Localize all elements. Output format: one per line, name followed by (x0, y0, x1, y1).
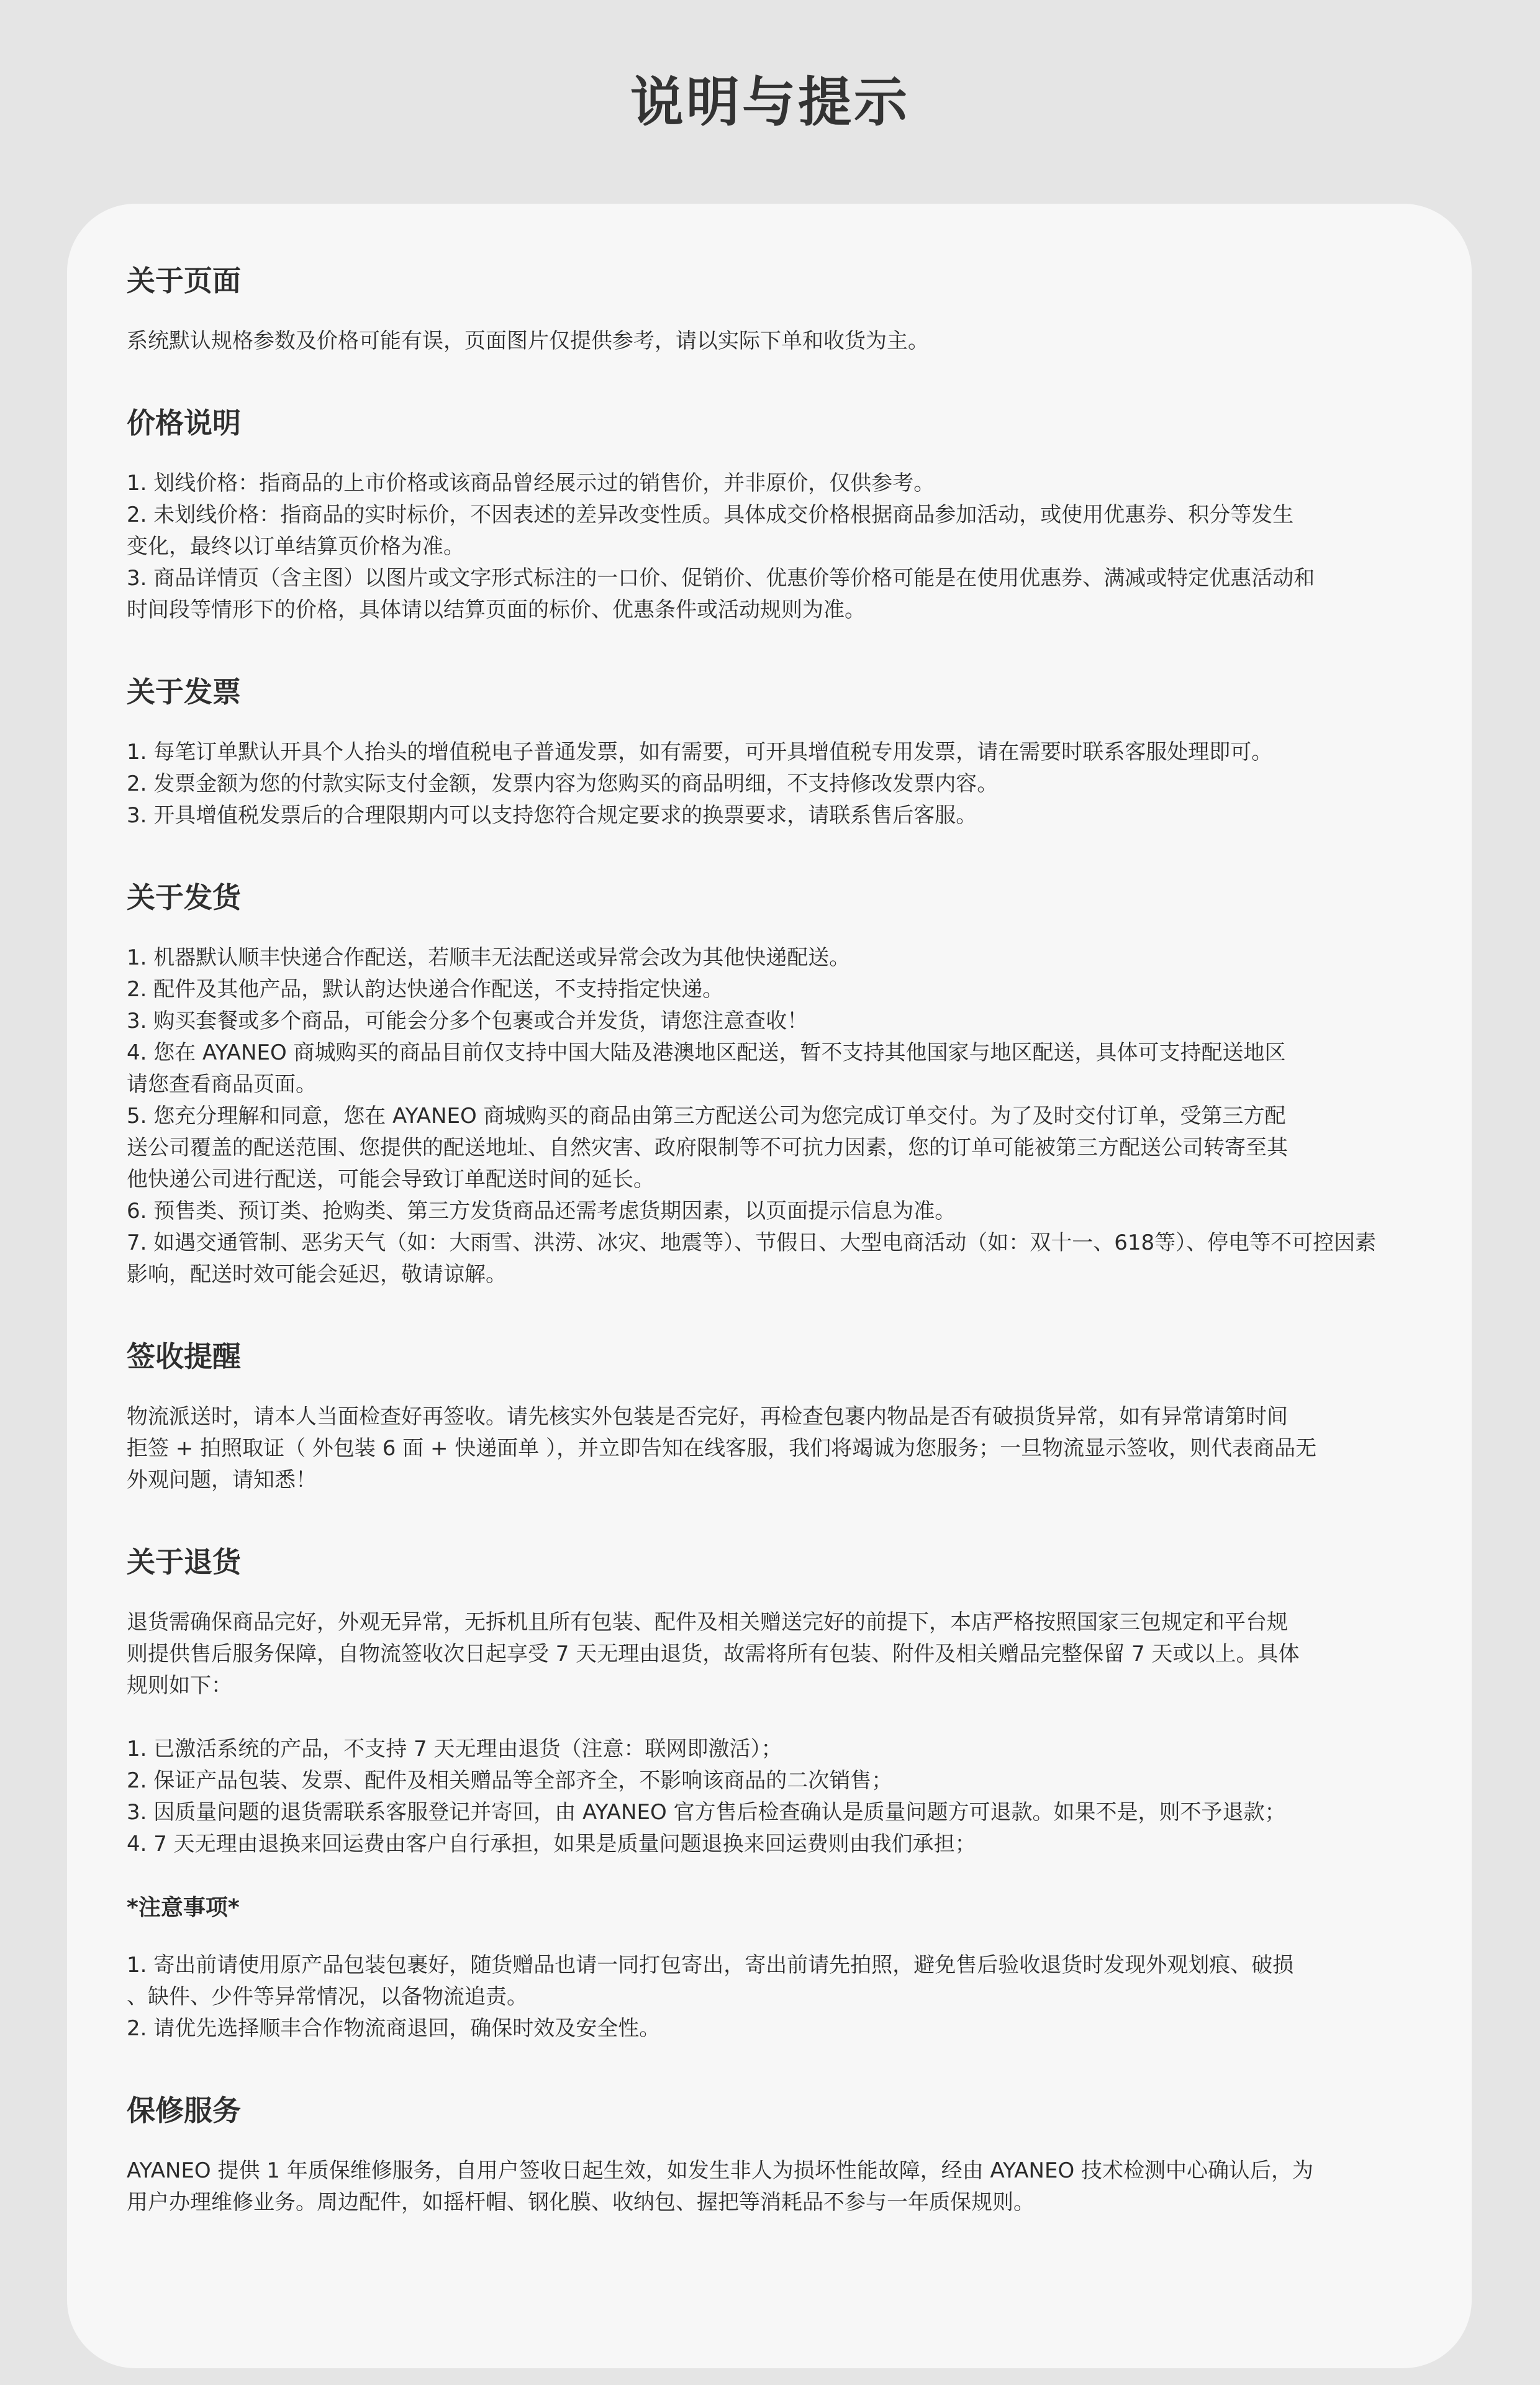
section-heading: 关于退货 (127, 1545, 241, 1579)
notice-card (67, 204, 1472, 2368)
paragraph-line: 3. 开具增值税发票后的合理限期内可以支持您符合规定要求的换票要求，请联系售后客服。 (127, 803, 977, 828)
paragraph-line: 退货需确保商品完好，外观无异常，无拆机且所有包装、配件及相关赠送完好的前提下，本店严格按照国家三包规定和平台规 (127, 1610, 1288, 1635)
section-price-notes (127, 404, 1412, 626)
list-item: 4. 7 天无理由退换来回运费由客户自行承担，如果是质量问题退换来回运费则由我们承担； (127, 1832, 976, 1856)
paragraph-line: 请您查看商品页面。 (127, 1072, 317, 1097)
paragraph-line: 6. 预售类、预订类、抢购类、第三方发货商品还需考虑货期因素，以页面提示信息为准。 (127, 1199, 956, 1224)
paragraph-line: 3. 购买套餐或多个商品，可能会分多个包裹或合并发货，请您注意查收！ (127, 1009, 808, 1034)
section-heading: 保修服务 (127, 2094, 241, 2127)
paragraph-line: 5. 您充分理解和同意，您在 AYANEO 商城购买的商品由第三方配送公司为您完成订单交付。为了及时交付订单，受第三方配 (127, 1104, 1286, 1129)
section-shipping (127, 879, 1412, 1291)
paragraph-line: 2. 配件及其他产品，默认韵达快递合作配送，不支持指定快递。 (127, 977, 724, 1002)
paragraph-line: 时间段等情形下的价格，具体请以结算页面的标价、优惠条件或活动规则为准。 (127, 597, 866, 622)
section-delivery-reminder (127, 1338, 1412, 1496)
section-heading: 关于发货 (127, 881, 241, 914)
section-heading: 关于发票 (127, 675, 241, 709)
paragraph-line: 2. 未划线价格：指商品的实时标价，不因表述的差异改变性质。具体成交价格根据商品参加活动，或使用优惠券、积分等发生 (127, 502, 1294, 527)
paragraph-line: 3. 商品详情页（含主图）以图片或文字形式标注的一口价、促销价、优惠价等价格可能是在使用优惠券、满减或特定优惠活动和 (127, 566, 1315, 591)
paragraph-line: 2. 发票金额为您的付款实际支付金额，发票内容为您购买的商品明细，不支持修改发票内容。 (127, 771, 999, 796)
paragraph-line: 则提供售后服务保障，自物流签收次日起享受 7 天无理由退货，故需将所有包装、附件及相关赠品完整保留 7 天或以上。具体 (127, 1642, 1300, 1666)
paragraph-line: AYANEO 提供 1 年质保维修服务，自用户签收日起生效，如发生非人为损坏性能故障，经由 AYANEO 技术检测中心确认后，为 (127, 2158, 1314, 2183)
list-item: 3. 因质量问题的退货需联系客服登记并寄回，由 AYANEO 官方售后检查确认是质量问题方可退款。如果不是，则不予退款； (127, 1800, 1286, 1825)
section-invoice (127, 673, 1412, 832)
paragraph-line: 物流派送时，请本人当面检查好再签收。请先核实外包装是否完好，再检查包裹内物品是否有破损货异常，如有异常请第时间 (127, 1404, 1288, 1429)
page-title: 说明与提示 (630, 71, 910, 134)
paragraph-line: 变化，最终以订单结算页价格为准。 (127, 534, 464, 559)
note-line: 2. 请优先选择顺丰合作物流商退回，确保时效及安全性。 (127, 2016, 661, 2041)
note-line: 、缺件、少件等异常情况，以备物流追责。 (127, 1984, 528, 2009)
paragraph-line: 送公司覆盖的配送范围、您提供的配送地址、自然灾害、政府限制等不可抗力因素，您的订单可能被第三方配送公司转寄至其 (127, 1135, 1288, 1160)
section-heading: 价格说明 (127, 406, 241, 440)
section-returns (127, 1543, 1412, 2045)
paragraph-line: 拒签 + 拍照取证（ 外包装 6 面 + 快递面单 ），并立即告知在线客服，我们将竭诚为您服务；一旦物流显示签收，则代表商品无 (127, 1436, 1317, 1461)
section-heading: 关于页面 (127, 264, 241, 298)
section-about-page (127, 262, 1412, 357)
paragraph-line: 外观问题，请知悉！ (127, 1468, 317, 1492)
paragraph-line: 1. 划线价格：指商品的上市价格或该商品曾经展示过的销售价，并非原价，仅供参考。 (127, 471, 935, 496)
paragraph-line: 用户办理维修业务。周边配件，如摇杆帽、钢化膜、收纳包、握把等消耗品不参与一年质保规则。 (127, 2190, 1035, 2215)
list-item: 2. 保证产品包装、发票、配件及相关赠品等全部齐全，不影响该商品的二次销售； (127, 1768, 893, 1793)
spacer (127, 1702, 1412, 1733)
paragraph-line: 1. 机器默认顺丰快递合作配送，若顺丰无法配送或异常会改为其他快递配送。 (127, 945, 851, 970)
section-heading: 签收提醒 (127, 1340, 241, 1373)
paragraph-line: 7. 如遇交通管制、恶劣天气（如：大雨雪、洪涝、冰灾、地震等）、节假日、大型电商活动（如：双十一、618等）、停电等不可控因素 (127, 1230, 1377, 1255)
spacer (127, 1860, 1412, 1892)
paragraph-line: 规则如下： (127, 1673, 232, 1698)
paragraph-line: 影响，配送时效可能会延迟，敬请谅解。 (127, 1262, 507, 1287)
paragraph-line: 系统默认规格参数及价格可能有误，页面图片仅提供参考，请以实际下单和收货为主。 (127, 329, 929, 353)
note-line: 1. 寄出前请使用原产品包装包裹好，随货赠品也请一同打包寄出，寄出前请先拍照，避免售后验收退货时发现外观划痕、破损 (127, 1953, 1294, 1978)
paragraph-line: 1. 每笔订单默认开具个人抬头的增值税电子普通发票，如有需要，可开具增值税专用发票，请在需要时联系客服处理即可。 (127, 740, 1273, 765)
list-item: 1. 已激活系统的产品，不支持 7 天无理由退货（注意：联网即激活）； (127, 1737, 782, 1761)
paragraph-line: 4. 您在 AYANEO 商城购买的商品目前仅支持中国大陆及港澳地区配送，暂不支持其他国家与地区配送，具体可支持配送地区 (127, 1040, 1286, 1065)
notes-title: *注意事项* (127, 1895, 240, 1920)
section-warranty (127, 2092, 1412, 2219)
paragraph-line: 他快递公司进行配送，可能会导致订单配送时间的延长。 (127, 1167, 654, 1192)
